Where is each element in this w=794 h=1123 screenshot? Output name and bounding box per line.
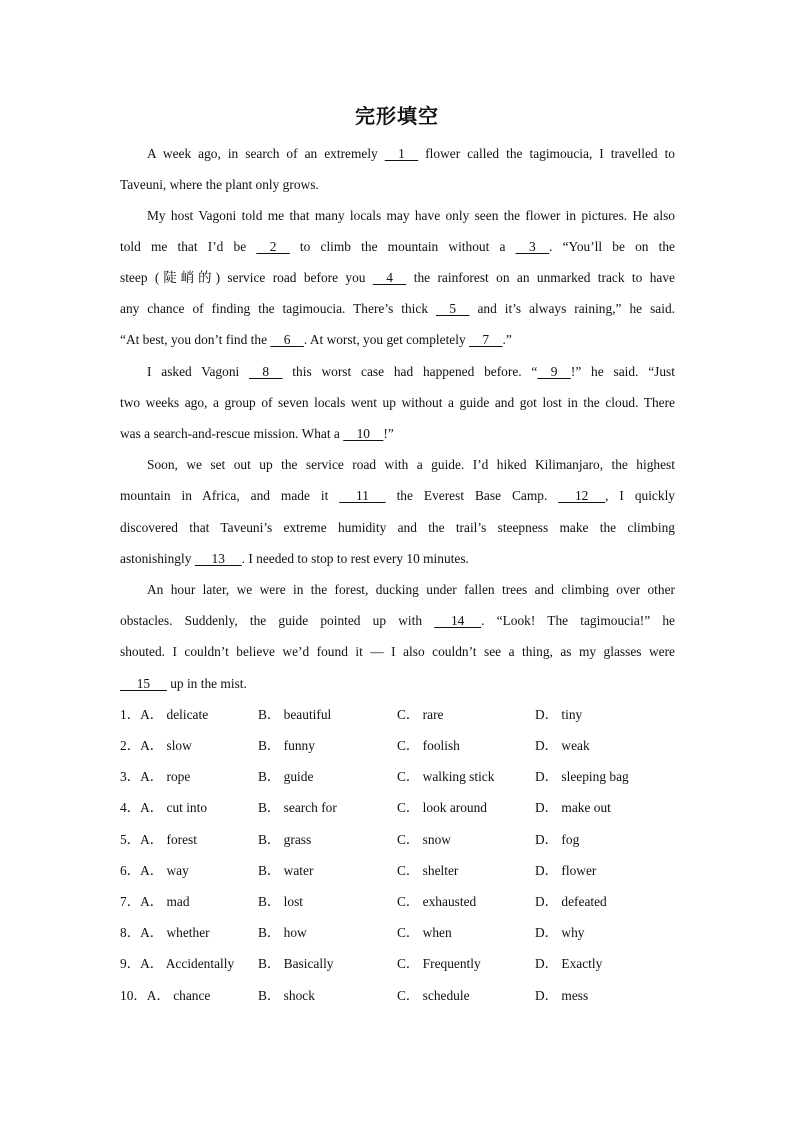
passage-text: the rainforest on an unmarked track to have [406, 270, 675, 285]
question-row [120, 985, 680, 1007]
passage-text: and it’s always raining,” he said. [469, 301, 675, 316]
option-a [120, 766, 190, 788]
option-text: A． mad [140, 894, 190, 909]
question-number: 1． [120, 707, 141, 722]
passage-text: shouted. I couldn’t believe we’d found it — I also couldn’t see a thing, as my glasses were [120, 644, 675, 659]
option-b [258, 985, 315, 1007]
option-text: A． delicate [140, 707, 209, 722]
option-text: B． beautiful [258, 707, 332, 722]
option-text: D． weak [535, 738, 590, 753]
passage-text: astonishingly [120, 551, 195, 566]
option-a [120, 735, 192, 757]
option-c [397, 953, 481, 975]
passage-text: . “You’ll be on the [549, 239, 675, 254]
passage-text: . “Look! The tagimoucia!” he [481, 613, 675, 628]
option-c [397, 797, 487, 819]
option-a [120, 922, 210, 944]
option-text: B． grass [258, 832, 312, 847]
option-text: D． Exactly [535, 956, 603, 971]
option-text: A． whether [140, 925, 210, 940]
passage-line [147, 361, 675, 383]
question-row [120, 829, 680, 851]
passage-line [120, 174, 675, 196]
option-a [120, 797, 207, 819]
option-text: C． look around [397, 800, 488, 815]
option-c [397, 891, 476, 913]
option-text: B． search for [258, 800, 337, 815]
option-text: C． shelter [397, 863, 459, 878]
option-d [535, 985, 588, 1007]
option-c [397, 922, 452, 944]
question-number: 6． [120, 863, 141, 878]
option-text: C． Frequently [397, 956, 481, 971]
passage-text: steep (陡峭的) service road before you [120, 270, 373, 285]
option-b [258, 891, 303, 913]
passage-line [120, 485, 675, 507]
question-number: 4． [120, 800, 141, 815]
option-text: B． water [258, 863, 314, 878]
option-text: D． flower [535, 863, 597, 878]
passage-text: the Everest Base Camp. [385, 488, 559, 503]
question-row [120, 860, 680, 882]
option-d [535, 704, 582, 726]
passage-line [120, 610, 675, 632]
option-text: A． forest [140, 832, 197, 847]
question-row [120, 735, 680, 757]
option-text: D． defeated [535, 894, 607, 909]
option-c [397, 985, 470, 1007]
option-a [120, 829, 197, 851]
option-text: D． fog [535, 832, 580, 847]
question-row [120, 953, 680, 975]
question-number: 9． [120, 956, 141, 971]
passage-line [120, 298, 675, 320]
option-text: A． Accidentally [140, 956, 235, 971]
passage-line [120, 267, 675, 289]
option-text: C． exhausted [397, 894, 477, 909]
passage-line [120, 673, 675, 695]
option-b [258, 922, 307, 944]
passage-line [120, 517, 675, 539]
option-text: C． foolish [397, 738, 460, 753]
answer-blank: 7 [469, 332, 503, 347]
question-row [120, 891, 680, 913]
passage-line [120, 423, 675, 445]
passage-text: , I quickly [605, 488, 675, 503]
option-b [258, 704, 331, 726]
option-b [258, 829, 311, 851]
passage-text: A week ago, in search of an extremely [147, 146, 385, 161]
passage-text: obstacles. Suddenly, the guide pointed up with [120, 613, 435, 628]
option-d [535, 797, 611, 819]
option-c [397, 860, 458, 882]
option-text: D． sleeping bag [535, 769, 629, 784]
option-a [120, 953, 234, 975]
option-b [258, 766, 313, 788]
passage-text: was a search-and-rescue mission. What a [120, 426, 344, 441]
option-d [535, 922, 584, 944]
option-d [535, 860, 596, 882]
option-text: B． lost [258, 894, 304, 909]
option-d [535, 891, 607, 913]
passage-text: . I needed to stop to rest every 10 minutes. [241, 551, 469, 566]
option-text: C． walking stick [397, 769, 495, 784]
option-text: D． make out [535, 800, 611, 815]
question-number: 5． [120, 832, 141, 847]
option-d [535, 953, 602, 975]
passage-line [147, 143, 675, 165]
option-a [120, 891, 190, 913]
option-b [258, 735, 315, 757]
option-text: B． funny [258, 738, 315, 753]
answer-blank: 6 [270, 332, 304, 347]
passage-text: My host Vagoni told me that many locals may have only seen the flower in pictures. He also [147, 208, 675, 223]
option-a [120, 985, 210, 1007]
option-text: A． cut into [140, 800, 208, 815]
option-b [258, 953, 334, 975]
question-number: 10． [120, 988, 147, 1003]
option-text: C． when [397, 925, 452, 940]
question-row [120, 797, 680, 819]
answer-blank: 15 [120, 676, 167, 691]
option-text: C． schedule [397, 988, 470, 1003]
passage-line [147, 205, 675, 227]
option-text: C． snow [397, 832, 451, 847]
passage-text: I asked Vagoni [147, 364, 250, 379]
passage-text: !” he said. “Just [570, 364, 675, 379]
answer-blank: 11 [339, 488, 386, 503]
option-text: B． guide [258, 769, 314, 784]
option-text: C． rare [397, 707, 444, 722]
option-text: D． tiny [535, 707, 583, 722]
option-d [535, 766, 629, 788]
page-title: 完形填空 [355, 104, 439, 128]
question-number: 3． [120, 769, 141, 784]
option-text: D． mess [535, 988, 589, 1003]
passage-text: told me that I’d be [120, 239, 257, 254]
answer-blank: 3 [515, 239, 550, 254]
answer-blank: 10 [343, 426, 384, 441]
option-text: B． Basically [258, 956, 334, 971]
passage-text: “At best, you don’t find the [120, 332, 271, 347]
option-c [397, 704, 443, 726]
passage-text: !” [383, 426, 394, 441]
option-c [397, 829, 451, 851]
answer-blank: 9 [537, 364, 571, 379]
passage-text: mountain in Africa, and made it [120, 488, 340, 503]
passage-text: . At worst, you get completely [303, 332, 470, 347]
answer-blank: 5 [436, 301, 470, 316]
passage-text: to climb the mountain without a [289, 239, 516, 254]
option-text: D． why [535, 925, 585, 940]
passage-line [120, 329, 675, 351]
passage-text: flower called the tagimoucia, I travelled to [418, 146, 676, 161]
passage-line [120, 548, 675, 570]
passage-line [147, 454, 675, 476]
passage-text: Soon, we set out up the service road with a guide. I’d hiked Kilimanjaro, the highest [147, 457, 675, 472]
question-number: 2． [120, 738, 141, 753]
passage-text: .” [502, 332, 512, 347]
passage-text: two weeks ago, a group of seven locals went up without a guide and got lost in the cloud. There [120, 395, 675, 410]
passage-text: up in the mist. [166, 676, 247, 691]
option-b [258, 860, 313, 882]
passage-line [120, 392, 675, 414]
option-c [397, 735, 460, 757]
answer-blank: 13 [194, 551, 242, 566]
option-d [535, 829, 579, 851]
passage-text: Taveuni, where the plant only grows. [120, 177, 319, 192]
option-text: B． how [258, 925, 307, 940]
answer-blank: 8 [249, 364, 283, 379]
passage-line [120, 236, 675, 258]
question-row [120, 922, 680, 944]
option-d [535, 735, 590, 757]
option-a [120, 704, 208, 726]
answer-blank: 2 [256, 239, 290, 254]
answer-blank: 14 [434, 613, 482, 628]
passage-line [120, 641, 675, 663]
passage-text: this worst case had happened before. “ [282, 364, 538, 379]
answer-blank: 4 [372, 270, 407, 285]
passage-text: An hour later, we were in the forest, ducking under fallen trees and climbing over other [147, 582, 675, 597]
question-number: 8． [120, 925, 141, 940]
passage-text: discovered that Taveuni’s extreme humidity and the trail’s steepness make the climbing [120, 520, 675, 535]
option-c [397, 766, 494, 788]
option-text: A． rope [140, 769, 191, 784]
question-number: 7． [120, 894, 141, 909]
option-text: B． shock [258, 988, 315, 1003]
option-text: A． chance [146, 988, 211, 1003]
answer-blank: 1 [384, 146, 419, 161]
passage-text: any chance of finding the tagimoucia. There’s thick [120, 301, 436, 316]
passage-line [147, 579, 675, 601]
answer-blank: 12 [558, 488, 606, 503]
question-row [120, 766, 680, 788]
option-text: A． way [140, 863, 189, 878]
question-row [120, 704, 680, 726]
option-a [120, 860, 189, 882]
option-b [258, 797, 337, 819]
option-text: A． slow [140, 738, 192, 753]
